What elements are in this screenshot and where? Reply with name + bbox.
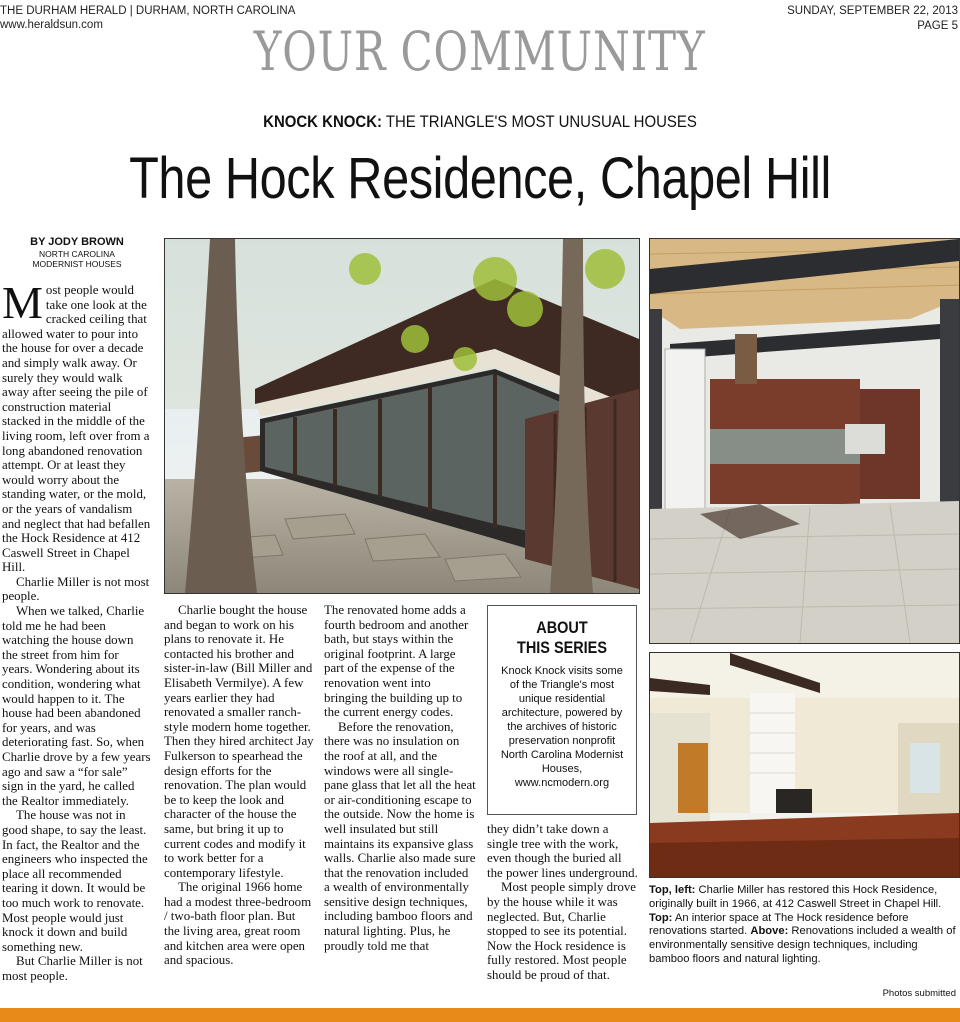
series-kicker [58, 111, 903, 133]
photo-credit: Photos submitted [882, 988, 956, 999]
article-paragraph: Charlie Miller is not most people. [2, 574, 150, 604]
house-exterior-illustration [165, 239, 639, 593]
byline [2, 236, 152, 269]
footer-bar [0, 1008, 960, 1022]
article-paragraph: The house was not in good shape, to say the least. In fact, the Realtor and the engineers who inspected the place all recommended tearing it down. It would be too much work to renovate. Most people would just knock it down and build something new. [2, 808, 148, 954]
dropcap: M [2, 277, 43, 328]
page-number: PAGE 5 [917, 20, 958, 32]
about-title-2: THIS SERIES [517, 638, 607, 657]
caption-label: Top, left: [649, 884, 696, 896]
section-masthead [0, 22, 960, 82]
caption-label: Above: [750, 925, 789, 938]
paper-url[interactable]: www.heraldsun.com [0, 19, 103, 31]
caption-text: Charlie Miller has restored this Hock Residence, originally built in 1966, at 412 Caswell Street in Chapel Hill. [649, 884, 942, 910]
article-paragraph: they didn’t take down a single tree with the work, even though the buried all the power lines underground. [487, 822, 638, 880]
article-column-3 [324, 603, 476, 953]
caption-text: Renovations included a wealth of environmentally sensitive design techniques, including bamboo floors and natural lighting. [649, 925, 956, 965]
article-column-4 [487, 822, 639, 983]
article-paragraph: Before the renovation, there was no insulation on the roof at all, and the windows were all single-pane glass that let all the heat or air-conditioning escape to the outside. Now the home is well insulated but still maintains its expansive glass walls. Charlie also made sure that the renovation included a wealth of environmentally sensitive design techniques, including bamboo floors and natural lighting. Plus, he proudly told me that [324, 719, 476, 953]
headline: The Hock Residence, Chapel Hill [129, 146, 831, 211]
photo-exterior [164, 238, 640, 594]
byline-org-2: MODERNIST HOUSES [32, 259, 122, 269]
caption-text: An interior space at The Hock residence before renovations started. [649, 911, 909, 938]
article-paragraph [2, 277, 152, 575]
photo-caption [649, 884, 958, 967]
article-paragraph: The renovated home adds a fourth bedroom and another bath, but stays within the original footprint. A large part of the expense of the renovation went into bringing the building up to the current energy codes. [324, 603, 469, 720]
interior-before-illustration [650, 239, 959, 643]
photo-interior-after [649, 652, 960, 878]
issue-date: SUNDAY, SEPTEMBER 22, 2013 [787, 5, 958, 17]
byline-name: BY JODY BROWN [30, 236, 124, 248]
photo-interior-before [649, 238, 960, 644]
byline-org-1: NORTH CAROLINA [39, 249, 115, 259]
interior-after-illustration [650, 653, 959, 877]
about-series-box [487, 605, 637, 815]
caption-label: Top: [649, 911, 673, 924]
article-paragraph: When we talked, Charlie told me he had been watching the house down the street from him for years. Wondering about its condition, wondering what would happen to it. The house had been abandoned for years, and was deteriorating fast. So, when Charlie drove by a few years ago and saw a “for sale” sign in the yard, he called the Realtor immediately. [2, 604, 151, 808]
kicker-rest: THE TRIANGLE'S MOST UNUSUAL HOUSES [381, 112, 697, 131]
article-column-1 [2, 277, 152, 984]
article-column-2 [164, 603, 314, 968]
kicker-bold: KNOCK KNOCK: [263, 112, 382, 131]
article-paragraph: Most people simply drove by the house while it was neglected. But, Charlie stopped to see its potential. Now the Hock residence is fully restored. Most people should be proud of that. [487, 880, 636, 982]
about-body: Knock Knock visits some of the Triangle's most unique residential architecture, powered by the archives of historic preservation nonprofit North Carolina Modernist Houses, www.ncmodern.org [500, 665, 624, 789]
paragraph-text: ost people would take one look at the cracked ceiling that allowed water to pour into the house for over a decade and simply walk away. Or surely they would walk away after seeing the pile of construction material stacked in the middle of the living room, left over from a long abandoned renovation attempt. Or at least they would worry about the standing water, or the mold, or the years of vandalism and neglect that had befallen the Hock Residence at 412 Caswell Street in Chapel Hill. [2, 283, 151, 575]
article-paragraph: But Charlie Miller is not most people. [2, 954, 143, 983]
article-paragraph: The original 1966 home had a modest three-bedroom / two-bath floor plan. But the living area, great room and kitchen area were open and spacious. [164, 880, 312, 968]
section-title: YOUR COMMUNITY [254, 20, 706, 83]
about-title-1: ABOUT [536, 618, 588, 637]
article-paragraph: Charlie bought the house and began to work on his plans to renovate it. He contacted his brother and sister-in-law (Bill Miller and Elisabeth Vermilye). A few years earlier they had renovated a smaller ranch-style modern home together. Then they hired architect Jay Fulkerson to spearhead the design efforts for the renovation. The plan would be to keep the look and character of the house the same, but bring it up to current codes and modify it to work better for a contemporary lifestyle. [164, 603, 314, 880]
paper-name: THE DURHAM HERALD | DURHAM, NORTH CAROLINA [0, 5, 296, 17]
